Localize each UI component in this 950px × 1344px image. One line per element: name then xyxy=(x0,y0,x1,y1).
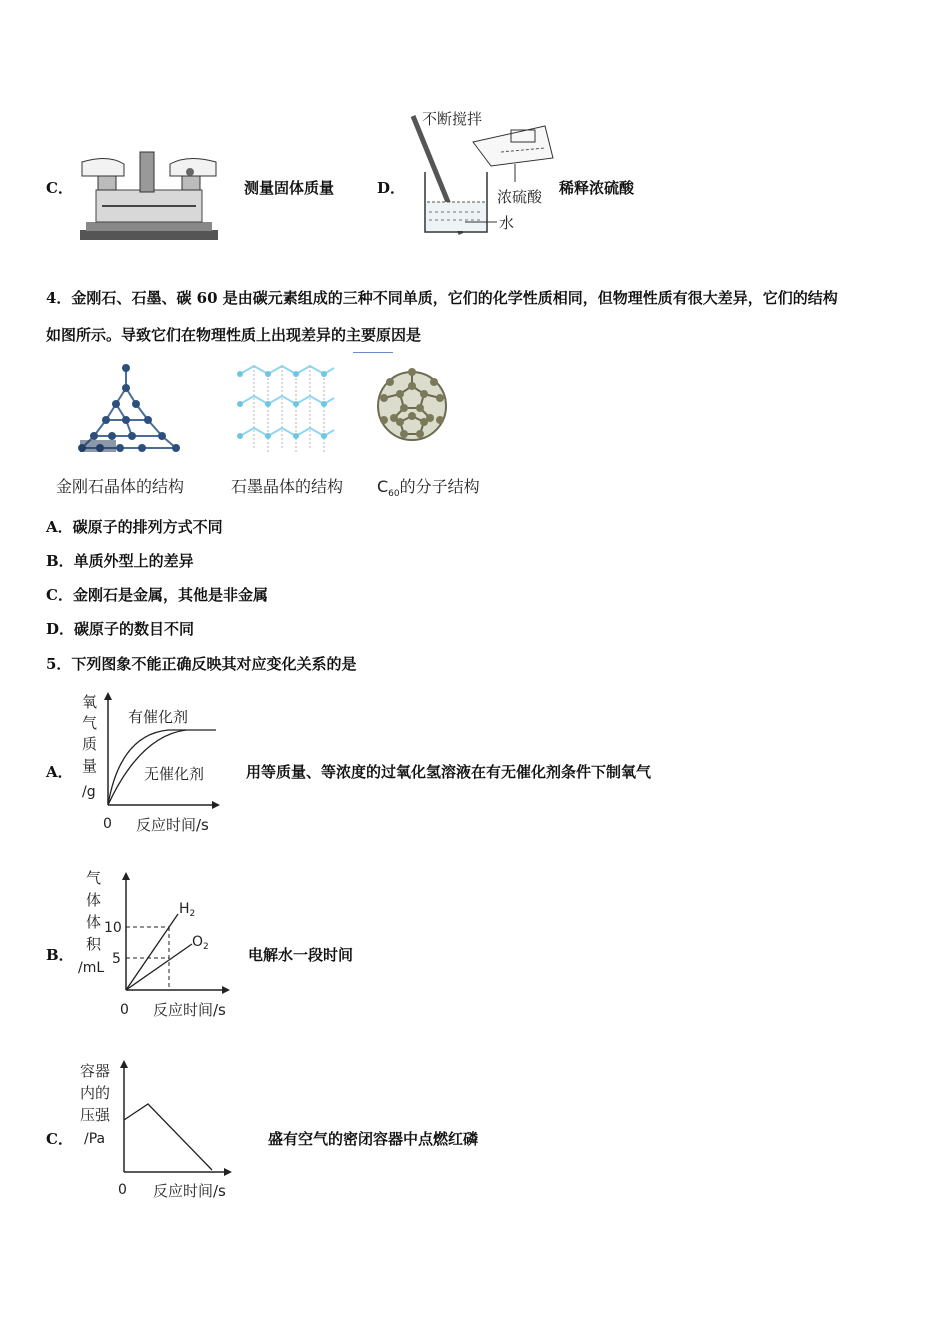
svg-text:氧: 氧 xyxy=(82,693,98,711)
pressure-line xyxy=(124,1104,212,1170)
diamond-caption: 金刚石晶体的结构 xyxy=(56,477,185,496)
q5-option-a-letter: A． xyxy=(46,763,73,781)
q5-graph-c xyxy=(76,1056,240,1202)
svg-text:0: 0 xyxy=(120,1002,129,1018)
svg-text:质: 质 xyxy=(82,735,98,753)
q5-graph-b xyxy=(76,866,240,1022)
graphite-structure-image xyxy=(234,360,338,456)
balance-illustration xyxy=(78,150,220,242)
q5-option-c-caption: 盛有空气的密闭容器中点燃红磷 xyxy=(268,1130,479,1148)
svg-text:反应时间/s: 反应时间/s xyxy=(153,1001,226,1019)
catalyst-label: 有催化剂 xyxy=(128,708,189,726)
stir-label: 不断搅拌 xyxy=(422,110,483,128)
graphite-caption: 石墨晶体的结构 xyxy=(231,477,344,496)
diamond-structure-image xyxy=(72,360,184,458)
q3-option-c-caption: 测量固体质量 xyxy=(244,179,335,197)
svg-text:内的: 内的 xyxy=(80,1084,111,1102)
h2-label: $H_2$ xyxy=(179,901,196,919)
svg-text:体: 体 xyxy=(86,891,102,909)
q5-graph-a xyxy=(76,690,236,836)
svg-text:反应时间/s: 反应时间/s xyxy=(153,1182,226,1200)
q3-option-c-letter: C． xyxy=(46,179,73,197)
q5-option-a-caption: 用等质量、等浓度的过氧化氢溶液在有无催化剂条件下制氧气 xyxy=(246,763,652,781)
svg-text:/g: /g xyxy=(82,784,96,800)
o2-line xyxy=(126,944,192,990)
q3-option-d-letter: D． xyxy=(377,179,406,197)
svg-text:反应时间/s: 反应时间/s xyxy=(136,816,209,834)
c60-caption: $C_{60}$的分子结构 xyxy=(377,477,480,500)
svg-text:容器: 容器 xyxy=(80,1062,111,1080)
o2-label: $O_2$ xyxy=(192,934,209,952)
svg-text:5: 5 xyxy=(112,951,121,967)
dilution-illustration xyxy=(405,104,565,240)
q5-option-c-letter: C． xyxy=(46,1130,73,1148)
svg-text:气: 气 xyxy=(82,714,98,732)
q4-option-a: A．碳原子的排列方式不同 xyxy=(46,518,223,536)
svg-text:压强: 压强 xyxy=(80,1106,111,1124)
svg-text:气: 气 xyxy=(86,869,102,887)
svg-text:/mL: /mL xyxy=(78,960,105,976)
svg-text:0: 0 xyxy=(103,816,112,832)
q4-stem-line1: 4．金刚石、石墨、碳 60 是由碳元素组成的三种不同单质，它们的化学性质相同，但物理性质有很大差异，它们的结构 xyxy=(46,289,838,307)
q5-option-b-letter: B． xyxy=(46,946,74,964)
svg-text:量: 量 xyxy=(82,757,98,775)
q5-stem: 5．下列图象不能正确反映其对应变化关系的是 xyxy=(46,655,357,673)
svg-text:积: 积 xyxy=(86,935,102,953)
water-label: 水 xyxy=(499,214,515,232)
q4-option-d: D．碳原子的数目不同 xyxy=(46,620,195,638)
acid-label: 浓硫酸 xyxy=(497,188,543,206)
h2-line xyxy=(126,914,178,990)
svg-text:体: 体 xyxy=(86,913,102,931)
no-catalyst-label: 无催化剂 xyxy=(144,765,205,783)
q4-stem-line2: 如图所示。导致它们在物理性质上出现差异的主要原因是 xyxy=(46,326,422,344)
q4-option-c: C．金刚石是金属，其他是非金属 xyxy=(46,586,268,604)
q3-option-d-caption: 稀释浓硫酸 xyxy=(559,179,635,197)
svg-text:0: 0 xyxy=(118,1182,127,1198)
q5-option-b-caption: 电解水一段时间 xyxy=(248,946,354,964)
svg-text:/Pa: /Pa xyxy=(84,1131,106,1147)
svg-text:10: 10 xyxy=(104,920,122,936)
c60-structure-image xyxy=(372,358,452,456)
underline-mark xyxy=(353,352,393,353)
q4-option-b: B．单质外型上的差异 xyxy=(46,552,194,570)
